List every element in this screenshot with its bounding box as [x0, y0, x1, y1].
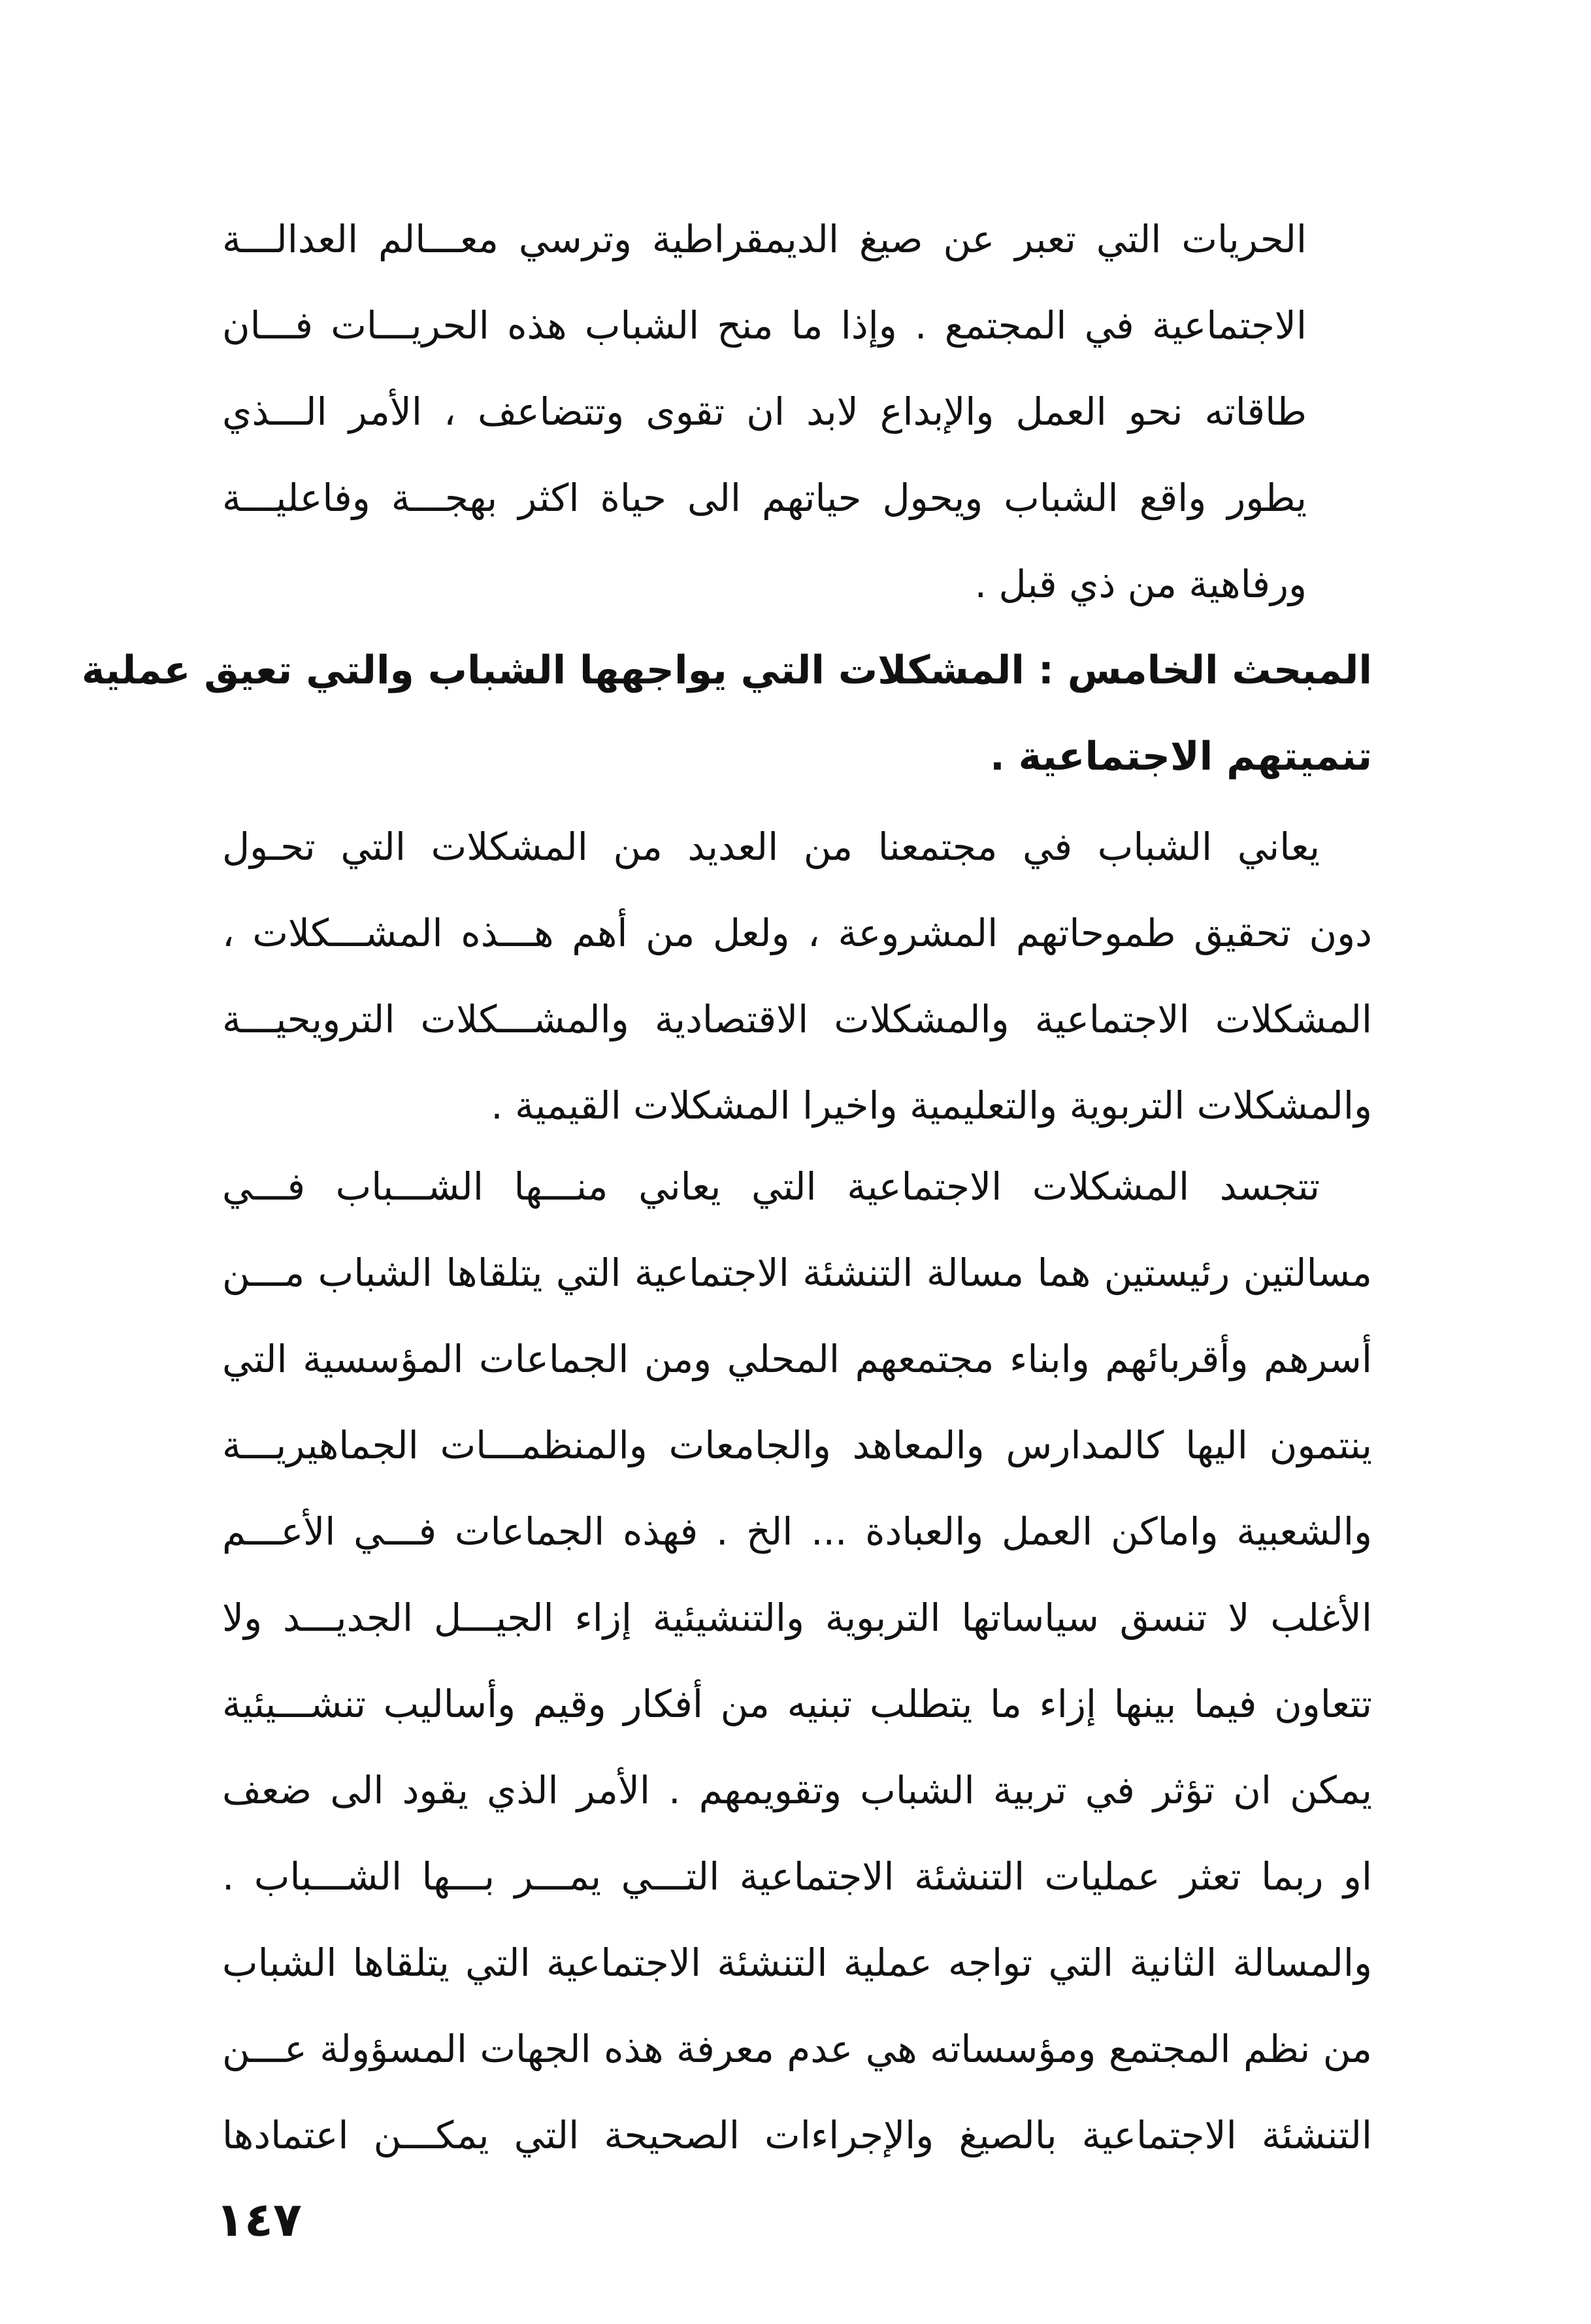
text-line: تتعاون فيما بينها إزاء ما يتطلب تبنيه من أفكار وقيم وأساليب تنشـــيئية	[222, 1682, 1372, 1726]
text-line: مسالتين رئيستين هما مسالة التنشئة الاجتماعية التي يتلقاها الشباب مـــن	[222, 1251, 1372, 1295]
paragraph-continuation	[222, 196, 1307, 627]
heading-line: تنميتهم الاجتماعية .	[989, 734, 1372, 779]
text-line: والمشكلات التربوية والتعليمية واخيرا المشكلات القيمية .	[491, 1083, 1372, 1128]
text-line: طاقاته نحو العمل والإبداع لابد ان تقوى وتتضاعف ، الأمر الـــذي	[222, 389, 1307, 434]
text-line: المشكلات الاجتماعية والمشكلات الاقتصادية والمشـــكلات الترويحيـــة	[222, 997, 1372, 1041]
section-heading	[81, 627, 1372, 800]
text-line: يمكن ان تؤثر في تربية الشباب وتقويمهم . الأمر الذي يقود الى ضعف	[222, 1768, 1372, 1812]
paragraph-social-problems	[222, 1143, 1372, 2178]
text-line: التنشئة الاجتماعية بالصيغ والإجراءات الصحيحة التي يمكـــن اعتمادها	[222, 2113, 1372, 2157]
text-line: الاجتماعية في المجتمع . وإذا ما منح الشباب هذه الحريـــات فـــان	[222, 303, 1307, 348]
page-number: ١٤٧	[216, 2192, 302, 2247]
text-line: والشعبية واماكن العمل والعبادة ... الخ . فهذه الجماعات فـــي الأعـــم	[222, 1509, 1372, 1554]
text-line: ينتمون اليها كالمدارس والمعاهد والجامعات والمنظمـــات الجماهيريـــة	[222, 1423, 1372, 1467]
text-line: او ربما تعثر عمليات التنشئة الاجتماعية التـــي يمـــر بـــها الشـــباب .	[222, 1854, 1372, 1899]
text-line: أسرهم وأقربائهم وابناء مجتمعهم المحلي ومن الجماعات المؤسسية التي	[222, 1337, 1372, 1381]
text-line: والمسالة الثانية التي تواجه عملية التنشئة الاجتماعية التي يتلقاها الشباب	[222, 1940, 1372, 1985]
text-line: الأغلب لا تنسق سياساتها التربوية والتنشيئية إزاء الجيـــل الجديـــد ولا	[222, 1596, 1372, 1640]
text-line: ورفاهية من ذي قبل .	[974, 562, 1307, 606]
text-line: من نظم المجتمع ومؤسساته هي عدم معرفة هذه الجهات المسؤولة عـــن	[222, 2027, 1372, 2071]
text-line: تتجسد المشكلات الاجتماعية التي يعاني منـــها الشـــباب فـــي	[222, 1164, 1320, 1209]
text-line: يعاني الشباب في مجتمعنا من العديد من المشكلات التي تحـول	[222, 825, 1320, 869]
heading-line: المبحث الخامس : المشكلات التي يواجهها الشباب والتي تعيق عملية	[81, 647, 1372, 693]
text-line: دون تحقيق طموحاتهم المشروعة ، ولعل من أهم هـــذه المشـــكلات ،	[222, 911, 1372, 955]
text-line: الحريات التي تعبر عن صيغ الديمقراطية وترسي معـــالم العدالـــة	[222, 217, 1307, 261]
text-line: يطور واقع الشباب ويحول حياتهم الى حياة اكثر بهجـــة وفاعليـــة	[222, 476, 1307, 520]
paragraph-problems-intro	[222, 804, 1372, 1149]
